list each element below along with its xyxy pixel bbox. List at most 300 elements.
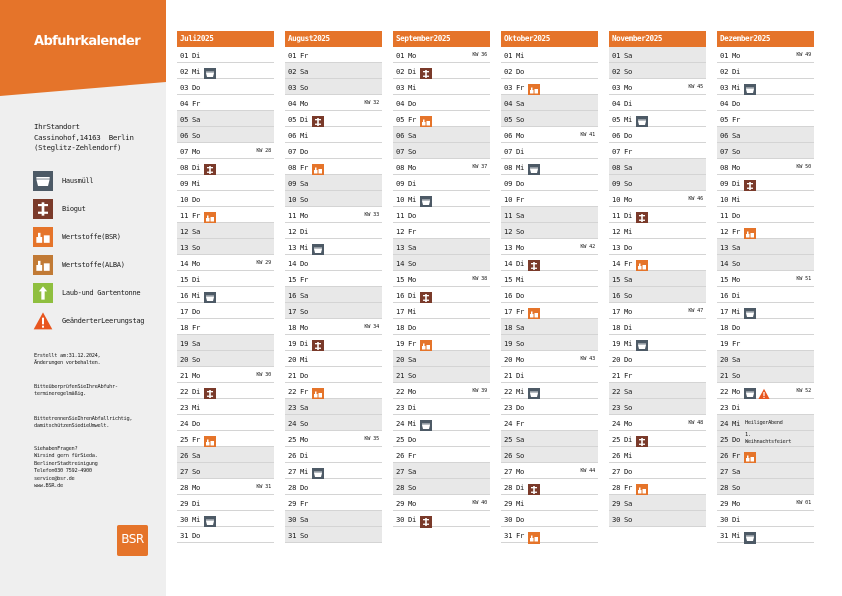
day-number: 19 xyxy=(396,339,405,348)
hausmuell-icon xyxy=(33,171,53,191)
weekday: Do xyxy=(516,291,525,300)
day-row xyxy=(501,111,598,127)
weekday: Fr xyxy=(516,195,525,204)
weekday: Mi xyxy=(732,83,741,92)
weekday: So xyxy=(732,371,741,380)
weekday: So xyxy=(300,307,309,316)
weekday: Mo xyxy=(516,355,525,364)
day-number: 10 xyxy=(180,195,189,204)
location-text: IhrStandort Cassinohof,14163 Berlin (Steglitz-Zehlendorf) xyxy=(34,122,134,152)
weekday: Mo xyxy=(408,275,417,284)
day-row xyxy=(501,431,598,447)
day-row xyxy=(609,495,706,511)
day-number: 22 xyxy=(396,387,405,396)
day-number: 23 xyxy=(180,403,189,412)
day-row xyxy=(609,271,706,287)
weekday: Di xyxy=(192,51,201,60)
weekday: Sa xyxy=(624,387,633,396)
weekday: Do xyxy=(516,67,525,76)
day-row xyxy=(609,207,706,223)
weekday: Do xyxy=(624,131,633,140)
day-number: 17 xyxy=(504,307,513,316)
weekday: Di xyxy=(516,483,525,492)
weekday: Sa xyxy=(192,115,201,124)
weekday: Mo xyxy=(624,307,633,316)
day-row xyxy=(177,271,274,287)
bsr-icon xyxy=(744,225,756,237)
day-row xyxy=(717,207,814,223)
weekday: Sa xyxy=(516,323,525,332)
weekday: Mi xyxy=(624,339,633,348)
weekday: Fr xyxy=(732,115,741,124)
day-number: 16 xyxy=(612,291,621,300)
weekday: Fr xyxy=(192,323,201,332)
day-row xyxy=(393,287,490,303)
day-number: 05 xyxy=(396,115,405,124)
day-row xyxy=(501,63,598,79)
day-row xyxy=(393,303,490,319)
day-number: 19 xyxy=(612,339,621,348)
day-row xyxy=(501,95,598,111)
week-number: KW 01 xyxy=(796,500,811,506)
day-number: 09 xyxy=(288,179,297,188)
day-row xyxy=(285,479,382,495)
weekday: Mo xyxy=(300,99,309,108)
day-row xyxy=(717,239,814,255)
day-row xyxy=(501,303,598,319)
day-number: 23 xyxy=(720,403,729,412)
day-number: 08 xyxy=(396,163,405,172)
week-number: KW 34 xyxy=(364,324,379,330)
day-number: 20 xyxy=(288,355,297,364)
day-number: 03 xyxy=(288,83,297,92)
day-row xyxy=(717,63,814,79)
day-row xyxy=(393,351,490,367)
day-row xyxy=(393,399,490,415)
day-row xyxy=(285,271,382,287)
laub-icon xyxy=(33,283,53,303)
day-row xyxy=(501,351,598,367)
day-row xyxy=(177,447,274,463)
day-number: 27 xyxy=(720,467,729,476)
day-number: 30 xyxy=(180,515,189,524)
weekday: Di xyxy=(624,435,633,444)
weekday: Sa xyxy=(624,275,633,284)
day-row xyxy=(609,447,706,463)
weekday: Sa xyxy=(300,291,309,300)
weekday: Do xyxy=(192,419,201,428)
day-row xyxy=(393,367,490,383)
weekday: Do xyxy=(300,371,309,380)
collection-badges xyxy=(312,113,324,125)
day-row xyxy=(393,495,490,511)
day-number: 27 xyxy=(396,467,405,476)
bsr-icon xyxy=(636,257,648,269)
week-number: KW 36 xyxy=(472,52,487,58)
weekday: Fr xyxy=(516,419,525,428)
day-number: 27 xyxy=(612,467,621,476)
weekday: Mi xyxy=(516,387,525,396)
week-number: KW 38 xyxy=(472,276,487,282)
bsr-icon xyxy=(528,305,540,317)
bsr-icon xyxy=(204,433,216,445)
weekday: Mo xyxy=(732,51,741,60)
page-title: Abfuhrkalender xyxy=(34,34,141,49)
day-row xyxy=(285,239,382,255)
day-row xyxy=(501,367,598,383)
weekday: So xyxy=(624,67,633,76)
day-row xyxy=(717,159,814,175)
hausmuell-icon xyxy=(636,337,648,349)
day-row xyxy=(717,511,814,527)
collection-badges xyxy=(744,529,756,541)
day-number: 06 xyxy=(396,131,405,140)
day-row xyxy=(609,415,706,431)
day-row xyxy=(717,415,814,431)
day-row xyxy=(609,63,706,79)
weekday: Mo xyxy=(300,435,309,444)
day-number: 02 xyxy=(288,67,297,76)
month-column xyxy=(717,31,814,543)
day-row xyxy=(717,527,814,543)
week-number: KW 29 xyxy=(256,260,271,266)
day-number: 31 xyxy=(504,531,513,540)
day-row xyxy=(177,255,274,271)
day-row xyxy=(177,239,274,255)
day-number: 29 xyxy=(180,499,189,508)
day-row xyxy=(177,527,274,543)
day-number: 14 xyxy=(504,259,513,268)
weekday: Di xyxy=(732,291,741,300)
day-number: 21 xyxy=(504,371,513,380)
day-number: 15 xyxy=(504,275,513,284)
weekday: Fr xyxy=(732,339,741,348)
collection-badges xyxy=(420,289,432,301)
week-number: KW 32 xyxy=(364,100,379,106)
weekday: Fr xyxy=(624,483,633,492)
weekday: Fr xyxy=(624,259,633,268)
day-row xyxy=(177,175,274,191)
collection-badges xyxy=(312,241,324,253)
weekday: Di xyxy=(408,403,417,412)
day-number: 22 xyxy=(288,387,297,396)
day-number: 02 xyxy=(396,67,405,76)
weekday: Mo xyxy=(732,499,741,508)
bsr-icon xyxy=(528,81,540,93)
weekday: So xyxy=(408,259,417,268)
day-number: 01 xyxy=(504,51,513,60)
week-number: KW 45 xyxy=(688,84,703,90)
weekday: Fr xyxy=(624,371,633,380)
month-header: November2025 xyxy=(609,31,706,47)
day-row xyxy=(285,415,382,431)
day-number: 07 xyxy=(504,147,513,156)
day-row xyxy=(609,287,706,303)
day-number: 28 xyxy=(288,483,297,492)
day-row xyxy=(285,511,382,527)
hausmuell-icon xyxy=(204,65,216,77)
weekday: Di xyxy=(192,499,201,508)
day-number: 25 xyxy=(720,435,729,444)
weekday: So xyxy=(624,291,633,300)
day-row xyxy=(501,383,598,399)
day-number: 05 xyxy=(504,115,513,124)
day-number: 29 xyxy=(720,499,729,508)
weekday: So xyxy=(624,403,633,412)
weekday: So xyxy=(516,227,525,236)
day-row xyxy=(393,255,490,271)
day-row xyxy=(609,143,706,159)
hausmuell-icon xyxy=(744,385,756,397)
weekday: Mo xyxy=(408,51,417,60)
day-number: 11 xyxy=(504,211,513,220)
weekday: Mo xyxy=(516,131,525,140)
day-row xyxy=(285,127,382,143)
day-row xyxy=(717,319,814,335)
day-number: 14 xyxy=(180,259,189,268)
day-number: 16 xyxy=(396,291,405,300)
day-row xyxy=(177,63,274,79)
day-row xyxy=(285,367,382,383)
recycle-note: BittetrennenSieIhrenAbfallrichtig, damitschützenSiedieUmwelt. xyxy=(34,416,133,430)
day-number: 19 xyxy=(504,339,513,348)
day-row xyxy=(285,335,382,351)
day-row xyxy=(609,159,706,175)
day-number: 07 xyxy=(612,147,621,156)
weekday: Mi xyxy=(624,227,633,236)
day-row xyxy=(609,223,706,239)
day-row xyxy=(285,63,382,79)
day-number: 04 xyxy=(288,99,297,108)
weekday: Fr xyxy=(192,99,201,108)
day-number: 14 xyxy=(612,259,621,268)
day-number: 03 xyxy=(612,83,621,92)
day-row xyxy=(717,143,814,159)
day-number: 21 xyxy=(180,371,189,380)
day-number: 16 xyxy=(288,291,297,300)
bsr-icon xyxy=(204,209,216,221)
weekday: Fr xyxy=(516,83,525,92)
week-number: KW 52 xyxy=(796,388,811,394)
weekday: Mi xyxy=(624,451,633,460)
weekday: Fr xyxy=(732,227,741,236)
weekday: Mi xyxy=(192,515,201,524)
day-row xyxy=(393,95,490,111)
collection-badges xyxy=(636,433,648,445)
created-note: Erstellt am:31.12.2024, Änderungen vorbehalten. xyxy=(34,353,101,367)
day-number: 31 xyxy=(720,531,729,540)
day-row xyxy=(501,447,598,463)
day-row xyxy=(285,207,382,223)
day-row xyxy=(177,383,274,399)
day-row xyxy=(609,335,706,351)
day-row xyxy=(501,479,598,495)
week-number: KW 48 xyxy=(688,420,703,426)
day-number: 13 xyxy=(288,243,297,252)
day-row xyxy=(501,175,598,191)
day-number: 01 xyxy=(612,51,621,60)
day-row xyxy=(717,47,814,63)
weekday: Mo xyxy=(516,243,525,252)
day-number: 18 xyxy=(612,323,621,332)
weekday: Do xyxy=(300,147,309,156)
weekday: Fr xyxy=(300,275,309,284)
day-row xyxy=(501,463,598,479)
day-row xyxy=(609,239,706,255)
day-number: 02 xyxy=(180,67,189,76)
week-number: KW 51 xyxy=(796,276,811,282)
collection-badges xyxy=(636,209,648,221)
weekday: Mo xyxy=(732,387,741,396)
day-number: 30 xyxy=(396,515,405,524)
day-number: 04 xyxy=(396,99,405,108)
day-number: 29 xyxy=(504,499,513,508)
day-number: 03 xyxy=(720,83,729,92)
week-number: KW 31 xyxy=(256,484,271,490)
day-number: 04 xyxy=(180,99,189,108)
week-number: KW 41 xyxy=(580,132,595,138)
day-number: 12 xyxy=(504,227,513,236)
weekday: So xyxy=(300,83,309,92)
collection-badges xyxy=(204,433,216,445)
day-row xyxy=(285,175,382,191)
day-number: 28 xyxy=(180,483,189,492)
week-number: KW 47 xyxy=(688,308,703,314)
weekday: Di xyxy=(300,227,309,236)
day-number: 05 xyxy=(612,115,621,124)
weekday: Sa xyxy=(408,243,417,252)
collection-badges xyxy=(636,257,648,269)
day-row xyxy=(501,239,598,255)
weekday: Sa xyxy=(300,67,309,76)
day-row xyxy=(609,111,706,127)
hausmuell-icon xyxy=(420,193,432,205)
day-number: 24 xyxy=(396,419,405,428)
weekday: Sa xyxy=(300,403,309,412)
day-row xyxy=(609,127,706,143)
day-number: 06 xyxy=(612,131,621,140)
day-row xyxy=(609,319,706,335)
day-number: 10 xyxy=(504,195,513,204)
weekday: Sa xyxy=(300,179,309,188)
weekday: So xyxy=(192,467,201,476)
month-header: Juli2025 xyxy=(177,31,274,47)
day-row xyxy=(393,447,490,463)
weekday: Di xyxy=(408,291,417,300)
day-number: 08 xyxy=(180,163,189,172)
day-number: 15 xyxy=(720,275,729,284)
weekday: Di xyxy=(408,515,417,524)
day-number: 20 xyxy=(612,355,621,364)
weekday: So xyxy=(300,531,309,540)
day-number: 14 xyxy=(288,259,297,268)
weekday: Mo xyxy=(300,323,309,332)
day-row xyxy=(177,159,274,175)
bsr-icon xyxy=(528,529,540,541)
weekday: Mi xyxy=(516,163,525,172)
collection-badges xyxy=(312,385,324,397)
day-row xyxy=(717,111,814,127)
day-number: 24 xyxy=(180,419,189,428)
day-number: 06 xyxy=(720,131,729,140)
day-number: 29 xyxy=(396,499,405,508)
weekday: Fr xyxy=(624,147,633,156)
biogut-icon xyxy=(312,113,324,125)
day-number: 06 xyxy=(180,131,189,140)
weekday: Fr xyxy=(300,499,309,508)
collection-badges xyxy=(204,65,216,77)
day-row xyxy=(393,431,490,447)
day-number: 30 xyxy=(720,515,729,524)
weekday: Do xyxy=(300,259,309,268)
weekday: Di xyxy=(300,451,309,460)
day-row xyxy=(609,479,706,495)
weekday: Mi xyxy=(732,307,741,316)
day-number: 15 xyxy=(396,275,405,284)
day-row xyxy=(501,399,598,415)
day-number: 01 xyxy=(288,51,297,60)
day-number: 09 xyxy=(612,179,621,188)
day-number: 18 xyxy=(396,323,405,332)
weekday: Sa xyxy=(732,467,741,476)
day-number: 25 xyxy=(612,435,621,444)
weekday: Mo xyxy=(192,371,201,380)
day-number: 25 xyxy=(504,435,513,444)
day-number: 24 xyxy=(504,419,513,428)
week-number: KW 30 xyxy=(256,372,271,378)
day-number: 23 xyxy=(288,403,297,412)
day-row xyxy=(285,319,382,335)
day-number: 28 xyxy=(612,483,621,492)
hausmuell-icon xyxy=(744,305,756,317)
weekday: Mi xyxy=(192,403,201,412)
collection-badges xyxy=(744,177,756,189)
weekday: Mo xyxy=(408,387,417,396)
collection-badges xyxy=(420,65,432,77)
weekday: Sa xyxy=(624,499,633,508)
day-row xyxy=(717,175,814,191)
weekday: Mi xyxy=(300,355,309,364)
collection-badges xyxy=(204,209,216,221)
legend-item-warn xyxy=(33,311,163,331)
day-row xyxy=(609,303,706,319)
day-row xyxy=(609,79,706,95)
weekday: Mi xyxy=(408,83,417,92)
day-row xyxy=(717,383,814,399)
weekday: Sa xyxy=(516,99,525,108)
collection-badges xyxy=(528,257,540,269)
weekday: Di xyxy=(732,403,741,412)
collection-badges xyxy=(420,513,432,525)
day-row xyxy=(393,463,490,479)
warn-icon xyxy=(33,311,53,331)
day-row xyxy=(717,367,814,383)
holiday-note: HeiligerAbend xyxy=(745,420,783,426)
weekday: Mo xyxy=(732,275,741,284)
warn-icon xyxy=(758,385,770,397)
day-row xyxy=(177,303,274,319)
day-number: 28 xyxy=(720,483,729,492)
day-row xyxy=(285,143,382,159)
day-row xyxy=(717,479,814,495)
weekday: Sa xyxy=(408,467,417,476)
day-row xyxy=(717,463,814,479)
day-number: 05 xyxy=(180,115,189,124)
day-row xyxy=(393,63,490,79)
day-row xyxy=(393,143,490,159)
day-number: 01 xyxy=(396,51,405,60)
day-number: 08 xyxy=(504,163,513,172)
